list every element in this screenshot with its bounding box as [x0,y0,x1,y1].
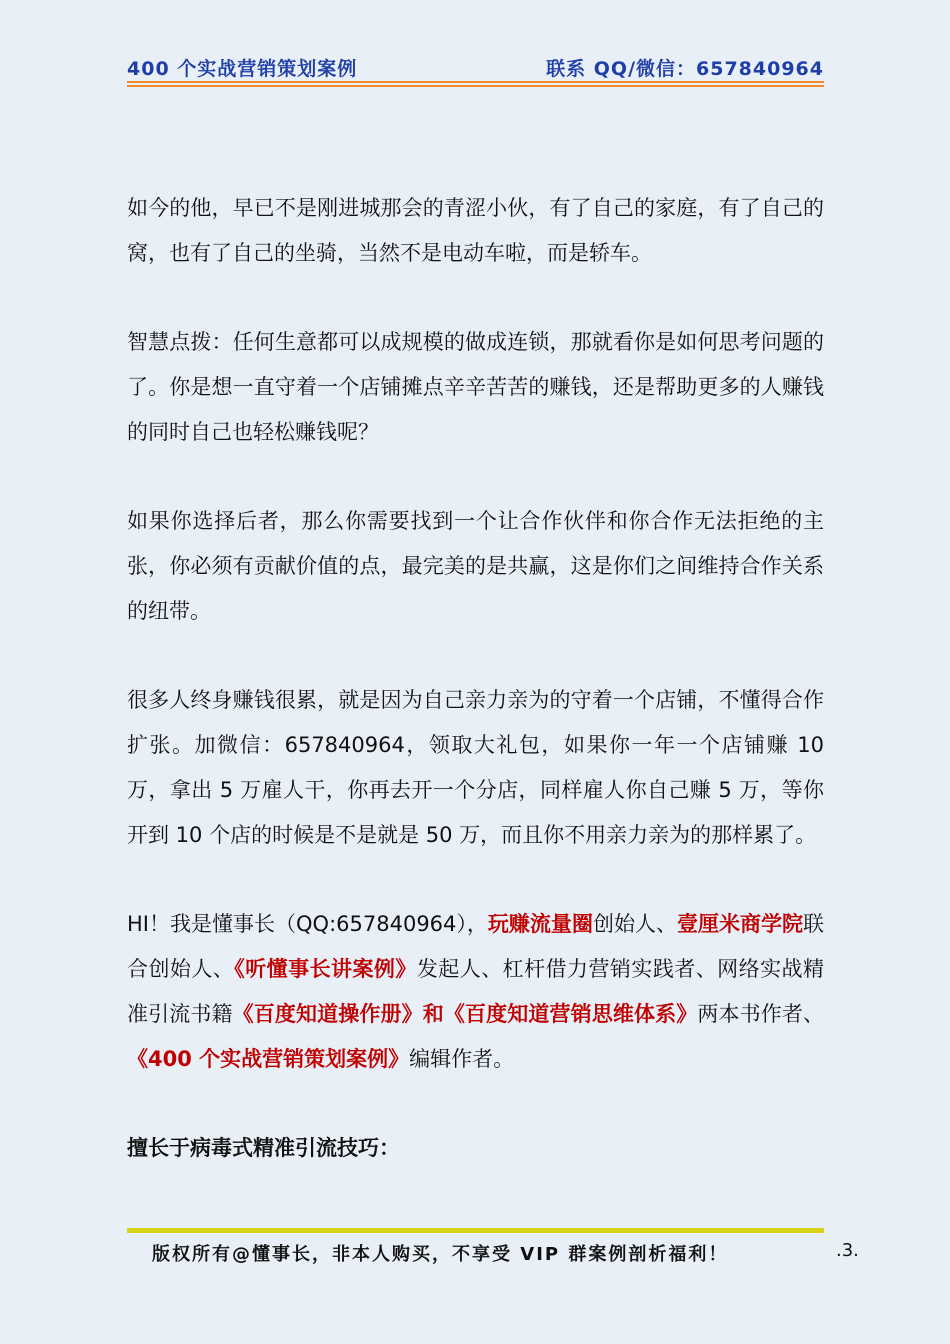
body-content [127,186,824,1215]
bio-text: 两本书作者、 [697,1002,824,1026]
bio-highlight: 玩赚流量圈 [487,912,593,936]
bio-text: 创始人、 [592,912,677,936]
footer-copyright: 版权所有@懂事长，非本人购买，不享受 VIP 群案例剖析福利！ [152,1244,729,1265]
page-number: .3. [836,1240,859,1261]
header-title: 400 个实战营销策划案例 [127,58,358,80]
section-heading: 擅长于病毒式精准引流技巧： [127,1136,400,1160]
page-header [127,52,824,82]
paragraph-3: 如果你选择后者，那么你需要找到一个让合作伙伴和你合作无法拒绝的主张，你必须有贡献价值的点，最完美的是共赢，这是你们之间维持合作关系的纽带。 [127,509,824,623]
header-rule [127,81,824,83]
paragraph-4: 很多人终身赚钱很累，就是因为自己亲力亲为的守着一个店铺，不懂得合作扩张。加微信：657840964，领取大礼包，如果你一年一个店铺赚 10 万，拿出 5 万雇人干，你再去开一个分店，同样雇人你自己赚 5 万，等你开到 10 个店的时候是不是就是 50 万，而且你不用亲力亲为的那样累了。 [127,688,824,847]
paragraph-1: 如今的他，早已不是刚进城那会的青涩小伙，有了自己的家庭，有了自己的窝，也有了自己的坐骑，当然不是电动车啦，而是轿车。 [127,196,824,265]
footer-rule [127,1228,824,1233]
bio-text: HI！我是懂事长（QQ:657840964）， [127,912,488,936]
bio-highlight: 壹厘米商学院 [676,912,804,936]
header-contact: 联系 QQ/微信：657840964 [546,58,824,80]
paragraph-2: 智慧点拨：任何生意都可以成规模的做成连锁，那就看你是如何思考问题的了。你是想一直守着一个店铺摊点辛辛苦苦的赚钱，还是帮助更多的人赚钱的同时自己也轻松赚钱呢？ [127,330,824,444]
bio-highlight: 《百度知道操作册》和《百度知道营销思维体系》 [232,1002,698,1026]
bio-text: 编辑作者。 [409,1047,515,1071]
author-bio [127,902,824,1082]
bio-highlight: 《听懂事长讲案例》 [234,957,417,981]
bio-text: 联合创始人、 [127,912,825,981]
bio-highlight: 《400 个实战营销策划案例》 [127,1047,410,1071]
bio-text: 发起人、杠杆借力营销实践者、网络实战精准引流书籍 [127,957,824,1026]
header-rule-2 [127,85,824,87]
